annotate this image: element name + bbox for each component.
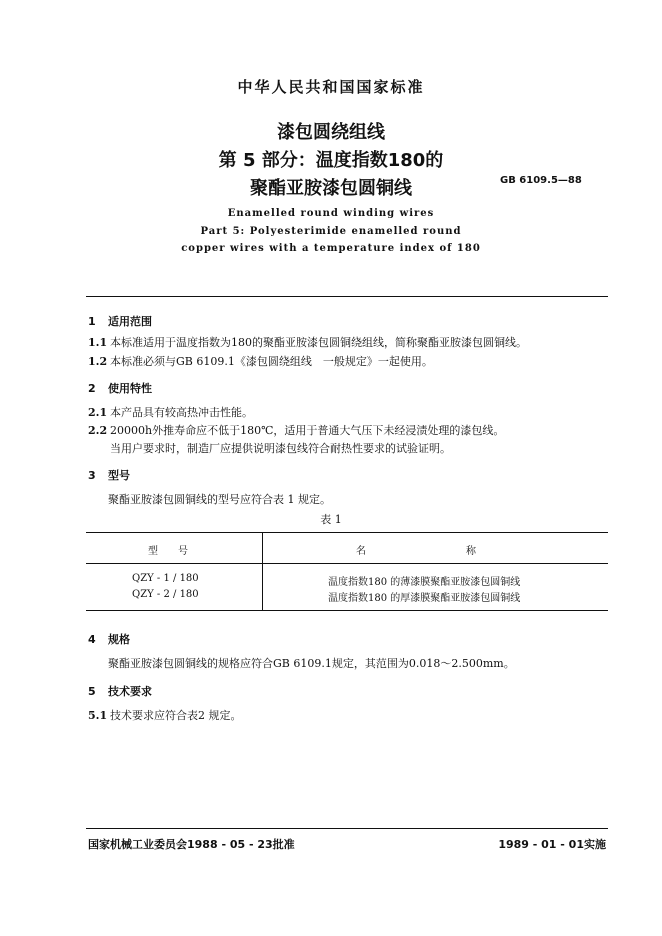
table-1-caption: 表 1 — [320, 513, 342, 526]
clause-1-1 — [88, 334, 527, 350]
section-title: 使用特性 — [108, 382, 152, 395]
title-line-1: 漆包圆绕组线 — [277, 122, 385, 143]
section-number: 5 — [88, 685, 96, 698]
clause-5-1 — [88, 707, 242, 723]
section-3-heading — [88, 467, 130, 483]
section-number: 1 — [88, 315, 96, 328]
clause-number: 2.2 — [88, 424, 108, 437]
section-1-heading — [88, 313, 152, 329]
table-row-1-name: 温度指数180 的薄漆膜聚酯亚胺漆包圆铜线 — [328, 577, 521, 588]
section-2-heading — [88, 380, 152, 396]
english-title-line-3: copper wires with a temperature index of 180 — [181, 243, 481, 254]
table-bottom-rule — [86, 610, 608, 611]
implementation-date: 1989 - 01 - 01实施 — [498, 838, 606, 851]
clause-text: 本产品具有较高热冲击性能。 — [110, 406, 253, 419]
clause-text: 本标准必须与GB 6109.1《漆包圆绕组线 一般规定》一起使用。 — [110, 355, 433, 368]
title-divider — [86, 296, 608, 297]
section-title: 规格 — [108, 633, 130, 646]
section-number: 2 — [88, 382, 96, 395]
section-title: 适用范围 — [108, 315, 152, 328]
title-line-3: 聚酯亚胺漆包圆铜线 — [250, 178, 412, 199]
standard-code: GB 6109.5—88 — [500, 175, 582, 186]
section-title: 技术要求 — [108, 685, 152, 698]
table-column-divider — [262, 532, 263, 610]
section-number: 4 — [88, 633, 96, 646]
table-row-1-model: QZY - 1 / 180 — [132, 573, 199, 584]
clause-number: 1.2 — [88, 355, 108, 368]
english-title-line-1: Enamelled round winding wires — [227, 208, 435, 219]
english-title-line-2: Part 5: Polyesterimide enamelled round — [200, 226, 462, 237]
section-5-heading — [88, 683, 152, 699]
clause-number: 1.1 — [88, 336, 108, 349]
table-header-name: 名 称 — [356, 546, 476, 557]
section-3-text: 聚酯亚胺漆包圆铜线的型号应符合表 1 规定。 — [108, 493, 331, 506]
table-row-2-model: QZY - 2 / 180 — [132, 589, 199, 600]
approval-date: 国家机械工业委员会1988 - 05 - 23批准 — [88, 838, 295, 851]
table-header-model: 型 号 — [148, 546, 188, 557]
section-title: 型号 — [108, 469, 130, 482]
clause-number: 5.1 — [88, 709, 108, 722]
table-row-2-name: 温度指数180 的厚漆膜聚酯亚胺漆包圆铜线 — [328, 593, 521, 604]
clause-2-1 — [88, 404, 253, 420]
table-header-rule — [86, 563, 608, 564]
issuing-body: 中华人民共和国国家标准 — [237, 78, 425, 96]
clause-number: 2.1 — [88, 406, 108, 419]
title-line-2: 第 5 部分：温度指数180的 — [218, 150, 444, 171]
clause-text: 20000h外推寿命应不低于180℃，适用于普通大气压下未经浸渍处理的漆包线。 — [110, 424, 505, 437]
clause-1-2 — [88, 353, 433, 369]
table-top-rule — [86, 532, 608, 533]
section-4-text: 聚酯亚胺漆包圆铜线的规格应符合GB 6109.1规定，其范围为0.018～2.500mm。 — [108, 657, 515, 670]
footer-divider — [86, 828, 608, 829]
clause-2-2 — [88, 422, 504, 438]
clause-text: 本标准适用于温度指数为180的聚酯亚胺漆包圆铜绕组线，简称聚酯亚胺漆包圆铜线。 — [110, 336, 527, 349]
section-4-heading — [88, 631, 130, 647]
clause-2-2-continued: 当用户要求时，制造厂应提供说明漆包线符合耐热性要求的试验证明。 — [110, 442, 451, 455]
clause-text: 技术要求应符合表2 规定。 — [110, 709, 242, 722]
section-number: 3 — [88, 469, 96, 482]
